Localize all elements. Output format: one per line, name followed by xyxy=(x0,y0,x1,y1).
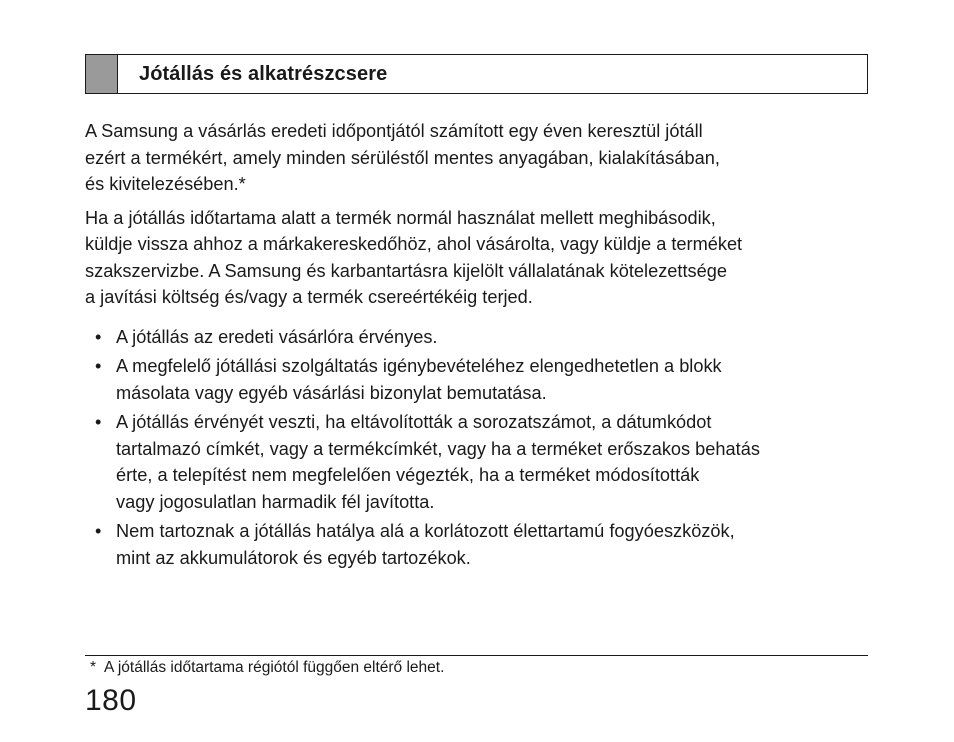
list-item xyxy=(85,518,875,571)
list-item xyxy=(85,409,875,515)
paragraph-line: a javítási költség és/vagy a termék csereértékéig terjed. xyxy=(85,287,533,307)
body-content xyxy=(85,118,875,574)
list-item-line: A jótállás érvényét veszti, ha eltávolították a sorozatszámot, a dátumkódot xyxy=(116,412,712,432)
bullet-icon: • xyxy=(95,326,102,347)
paragraph-line: küldje vissza ahhoz a márkakereskedőhöz, ahol vásárolta, vagy küldje a terméket xyxy=(85,234,743,254)
paragraph-line: és kivitelezésében.* xyxy=(85,174,246,194)
paragraph-line: szakszervizbe. A Samsung és karbantartásra kijelölt vállalatának kötelezettsége xyxy=(85,260,727,281)
list-item-line: mint az akkumulátorok és egyéb tartozékok. xyxy=(116,547,471,568)
list-item-line: másolata vagy egyéb vásárlási bizonylat bemutatása. xyxy=(116,382,547,403)
bullet-icon: • xyxy=(95,356,102,376)
footnote-divider xyxy=(85,655,868,656)
bullet-list xyxy=(85,324,875,572)
list-item-line: Nem tartoznak a jótállás hatálya alá a korlátozott élettartamú fogyóeszközök, xyxy=(116,521,735,541)
paragraph xyxy=(85,118,875,198)
title-marker-block xyxy=(86,55,118,93)
list-item-line: tartalmazó címkét, vagy a termékcímkét, vagy ha a terméket erőszakos behatás xyxy=(116,438,760,459)
list-item xyxy=(85,324,875,351)
paragraph-line: A Samsung a vásárlás eredeti időpontjától számított egy éven keresztül jótáll xyxy=(85,121,703,141)
footnote-text: A jótállás időtartama régiótól függően eltérő lehet. xyxy=(104,659,445,676)
paragraph-line: Ha a jótállás időtartama alatt a termék normál használat mellett meghibásodik, xyxy=(85,207,716,228)
section-title: Jótállás és alkatrészcsere xyxy=(139,62,388,85)
list-item-line: vagy jogosulatlan harmadik fél javította. xyxy=(116,491,435,512)
list-item-line: A jótállás az eredeti vásárlóra érvényes. xyxy=(116,326,438,347)
page-number: 180 xyxy=(85,684,137,717)
paragraph xyxy=(85,205,875,311)
footnote-marker: * xyxy=(90,659,97,676)
section-title-box xyxy=(85,54,868,94)
footnote xyxy=(90,659,444,677)
bullet-icon: • xyxy=(95,521,102,541)
list-item xyxy=(85,353,875,406)
list-item-line: érte, a telepítést nem megfelelően végezték, ha a terméket módosították xyxy=(116,465,700,485)
paragraph-line: ezért a termékért, amely minden sérüléstől mentes anyagában, kialakításában, xyxy=(85,147,720,168)
list-item-line: A megfelelő jótállási szolgáltatás igénybevételéhez elengedhetetlen a blokk xyxy=(116,356,722,376)
bullet-icon: • xyxy=(95,412,102,432)
